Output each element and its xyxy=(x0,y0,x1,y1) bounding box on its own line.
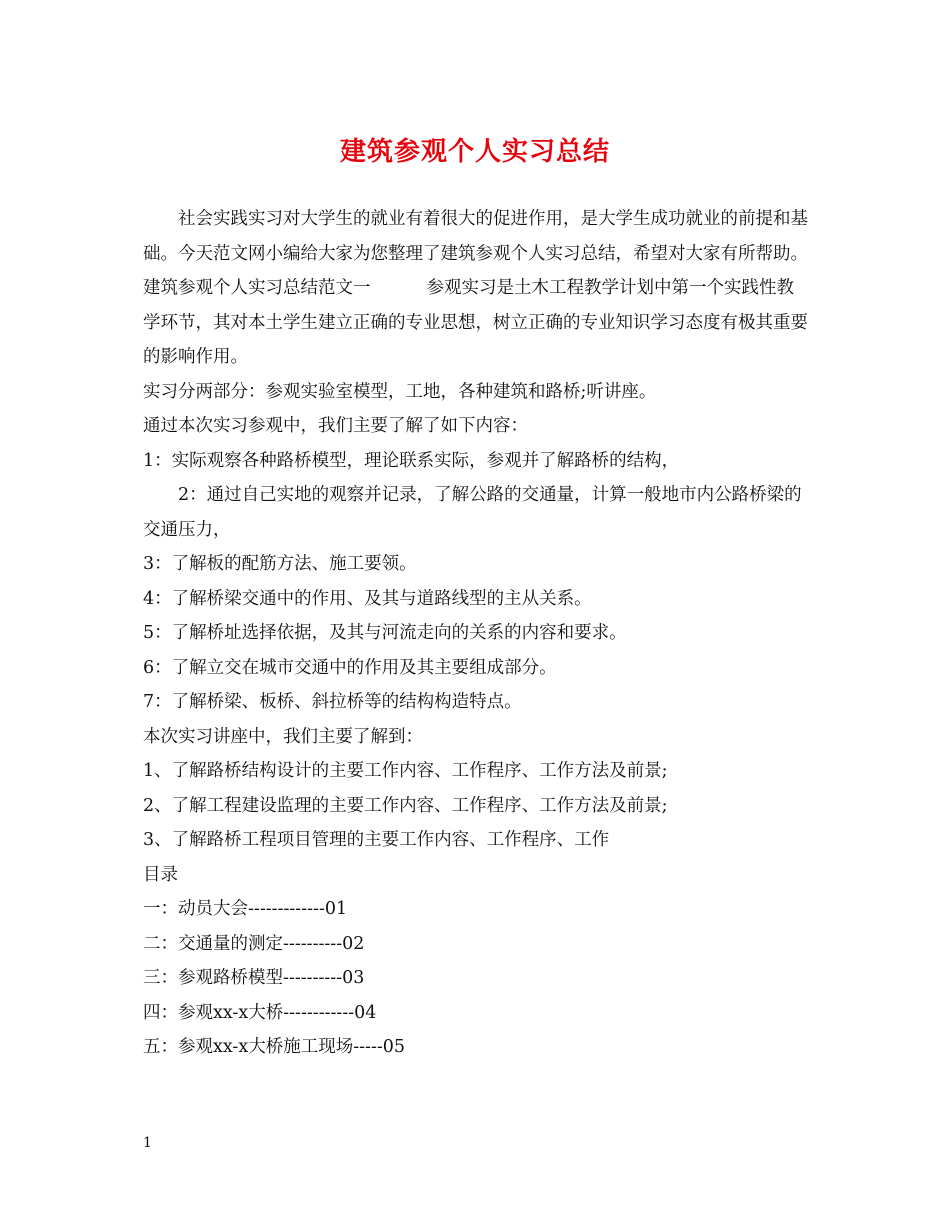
page-number: 1 xyxy=(143,1135,152,1151)
table-of-contents-item-2: 二：交通量的测定----------02 xyxy=(143,933,365,954)
learned-item-6: 6：了解立交在城市交通中的作用及其主要组成部分。 xyxy=(143,657,557,678)
learned-item-1: 1：实际观察各种路桥模型，理论联系实际，参观并了解路桥的结构， xyxy=(143,450,680,471)
table-of-contents-item-1: 一：动员大会-------------01 xyxy=(143,899,348,919)
sample-section-paragraph xyxy=(143,271,808,375)
intro-paragraph: 社会实践实习对大学生的就业有着很大的促进作用，是大学生成功就业的前提和基础。今天范文网小编给大家为您整理了建筑参观个人实习总结，希望对大家有所帮助。 xyxy=(143,209,808,264)
table-of-contents-item-3: 三：参观路桥模型----------03 xyxy=(143,968,365,988)
lecture-item-1: 1、了解路桥结构设计的主要工作内容、工作程序、工作方法及前景; xyxy=(143,761,668,781)
section-heading: 建筑参观个人实习总结范文一 xyxy=(143,278,371,298)
learned-item-4: 4：了解桥梁交通中的作用、及其与道路线型的主从关系。 xyxy=(143,588,592,609)
learned-intro: 通过本次实习参观中，我们主要了解了如下内容： xyxy=(143,416,528,436)
table-of-contents-item-5: 五：参观xx-x大桥施工现场-----05 xyxy=(143,1037,406,1057)
lecture-intro: 本次实习讲座中，我们主要了解到： xyxy=(143,726,423,747)
learned-item-3: 3：了解板的配筋方法、施工要领。 xyxy=(143,554,417,574)
learned-item-5: 5：了解桥址选择依据，及其与河流走向的关系的内容和要求。 xyxy=(143,623,627,643)
document-body xyxy=(143,202,808,1065)
section-text: 参观实习是土木工程教学计划中第一个实践性教学环节，其对本土学生建立正确的专业思想，树立正确的专业知识学习态度有极其重要的影响作用。 xyxy=(143,278,808,367)
table-of-contents-item-4: 四：参观xx-x大桥------------04 xyxy=(143,1002,377,1023)
learned-item-2: 2：通过自己实地的观察并记录，了解公路的交通量，计算一般地市内公路桥梁的交通压力， xyxy=(143,485,802,540)
document-title: 建筑参观个人实习总结 xyxy=(339,137,610,167)
learned-item-7: 7：了解桥梁、板桥、斜拉桥等的结构构造特点。 xyxy=(143,692,522,712)
internship-parts: 实习分两部分：参观实验室模型，工地，各种建筑和路桥;听讲座。 xyxy=(143,381,657,402)
lecture-item-3: 3、了解路桥工程项目管理的主要工作内容、工作程序、工作 xyxy=(143,830,610,850)
lecture-item-2: 2、了解工程建设监理的主要工作内容、工作程序、工作方法及前景; xyxy=(143,795,668,816)
table-of-contents-heading: 目录 xyxy=(143,864,178,885)
